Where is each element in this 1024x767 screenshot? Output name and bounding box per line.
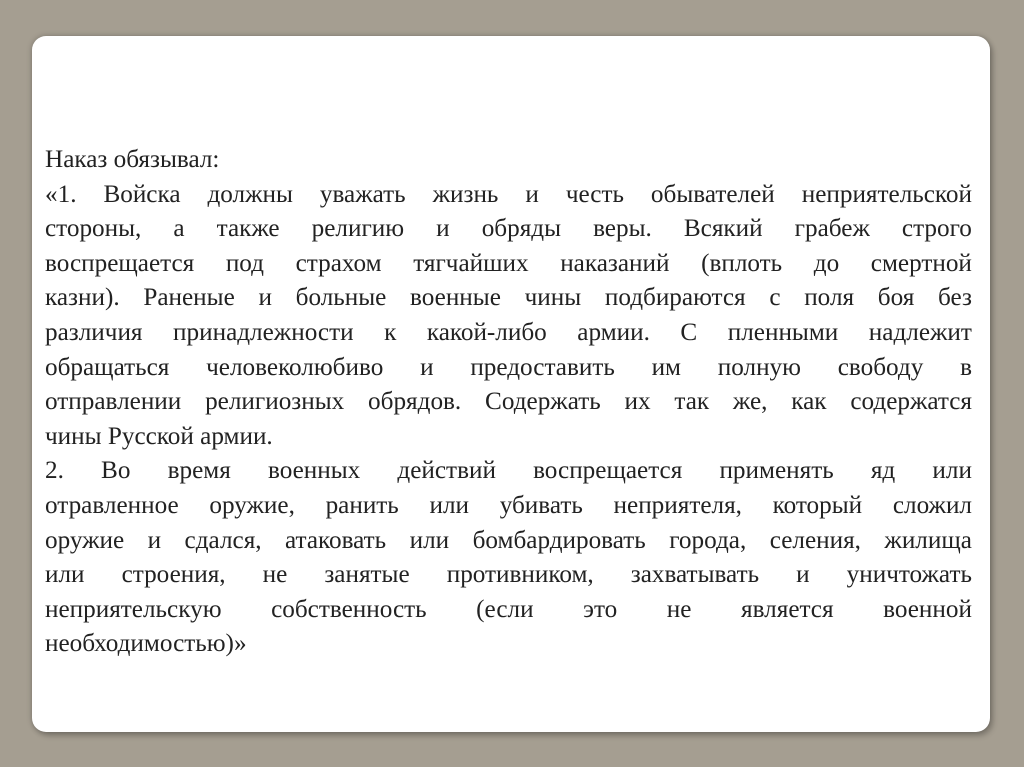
slide-body-text xyxy=(45,143,972,662)
text-word: атаковать xyxy=(285,526,387,554)
text-word: захватывать xyxy=(630,561,760,589)
text-word: подбираются xyxy=(604,284,746,312)
text-word: наказаний xyxy=(560,249,670,277)
text-word: смертной xyxy=(870,249,972,277)
text-word: занятые xyxy=(324,561,410,589)
text-word: это xyxy=(583,595,618,623)
text-word: обывателей xyxy=(650,180,775,208)
text-word: отравленное xyxy=(45,491,179,519)
text-word: а xyxy=(173,215,185,243)
text-word: который xyxy=(772,491,863,519)
text-line xyxy=(45,524,972,559)
text-word: применять xyxy=(719,457,834,485)
text-word: казни). xyxy=(45,284,120,312)
text-word: противником, xyxy=(446,561,594,589)
text-line: необходимостью)» xyxy=(45,630,247,658)
text-line: Наказ обязывал: xyxy=(45,146,220,173)
text-word: также xyxy=(216,215,280,243)
text-word: или xyxy=(409,526,450,554)
text-word: религиозных xyxy=(205,388,345,416)
text-word: содержатся xyxy=(850,388,972,416)
text-word: боя xyxy=(877,284,915,312)
text-word: отправлении xyxy=(45,388,182,416)
text-line xyxy=(45,385,972,420)
text-word: или xyxy=(45,561,85,589)
text-word: же, xyxy=(732,388,768,416)
text-word: так xyxy=(674,388,710,416)
text-line: чины Русской армии. xyxy=(45,422,273,450)
text-word: пленными xyxy=(727,318,839,346)
text-word: обрядов. xyxy=(368,388,462,416)
text-word: неприятеля, xyxy=(613,491,742,519)
text-line xyxy=(45,212,972,247)
text-word: не xyxy=(262,561,288,589)
text-word: жизнь xyxy=(432,180,499,208)
text-word: военных xyxy=(267,457,361,485)
text-word: страхом xyxy=(295,249,382,277)
text-word: человеколюбиво xyxy=(206,353,384,381)
text-word: 2. xyxy=(45,457,64,485)
text-word: без xyxy=(938,284,972,312)
text-word: им xyxy=(651,353,681,381)
text-word: до xyxy=(813,249,840,277)
text-line xyxy=(45,558,972,593)
text-line xyxy=(45,489,972,524)
text-word: уважать xyxy=(319,180,406,208)
text-word: селения, xyxy=(769,526,861,554)
text-word: собственность xyxy=(271,595,427,623)
text-line xyxy=(45,454,972,489)
text-word: сложил xyxy=(892,491,972,519)
text-word: неприятельской xyxy=(801,180,972,208)
text-word: не xyxy=(666,595,692,623)
text-word: (если xyxy=(476,595,534,623)
text-word: воспрещается xyxy=(533,457,683,485)
text-word: неприятельскую xyxy=(45,595,222,623)
text-word: и xyxy=(436,215,450,243)
text-line xyxy=(45,281,972,316)
text-line xyxy=(45,178,972,213)
text-word: или xyxy=(932,457,972,485)
text-word: под xyxy=(225,249,264,277)
text-word: принадлежности xyxy=(173,318,354,346)
text-word: в xyxy=(960,353,972,381)
text-word: жилища xyxy=(884,526,972,554)
text-line xyxy=(45,351,972,386)
text-line xyxy=(45,593,972,628)
text-word: строго xyxy=(901,215,972,243)
text-word: какой-либо xyxy=(426,318,547,346)
text-word: тягчайших xyxy=(413,249,529,277)
text-word: сдался, xyxy=(184,526,262,554)
text-word: является xyxy=(741,595,834,623)
text-word: свободу xyxy=(837,353,924,381)
text-word: и xyxy=(525,180,539,208)
text-word: Раненые xyxy=(143,284,235,312)
text-word: и xyxy=(420,353,434,381)
text-word: чины xyxy=(524,284,582,312)
text-word: армии. xyxy=(577,318,650,346)
text-word: различия xyxy=(45,318,143,346)
text-word: города, xyxy=(669,526,747,554)
text-word: к xyxy=(384,318,397,346)
text-line xyxy=(45,247,972,282)
text-word: обряды xyxy=(481,215,562,243)
text-word: Во xyxy=(101,457,131,485)
text-word: их xyxy=(624,388,651,416)
text-word: бомбардировать xyxy=(472,526,646,554)
text-word: воспрещается xyxy=(45,249,195,277)
text-word: и xyxy=(796,561,810,589)
text-word: оружие xyxy=(45,526,125,554)
text-word: полную xyxy=(717,353,801,381)
text-word: действий xyxy=(397,457,496,485)
text-word: предоставить xyxy=(470,353,615,381)
text-word: убивать xyxy=(499,491,583,519)
text-word: с xyxy=(769,284,781,312)
text-word: больные xyxy=(295,284,387,312)
text-word: военной xyxy=(883,595,972,623)
text-word: ранить xyxy=(325,491,399,519)
text-word: грабеж xyxy=(794,215,870,243)
text-word: веры. xyxy=(593,215,652,243)
text-word: военные xyxy=(410,284,501,312)
text-word: религию xyxy=(311,215,405,243)
text-word: Всякий xyxy=(683,215,763,243)
text-word: строения, xyxy=(121,561,226,589)
text-word: и xyxy=(258,284,272,312)
text-word: стороны, xyxy=(45,215,142,243)
text-word: как xyxy=(791,388,827,416)
text-word: оружие, xyxy=(209,491,295,519)
text-word: или xyxy=(429,491,470,519)
text-word: яд xyxy=(870,457,896,485)
text-word: время xyxy=(167,457,231,485)
text-word: С xyxy=(680,318,698,346)
text-word: должны xyxy=(207,180,293,208)
text-word: уничтожать xyxy=(846,561,972,589)
text-word: надлежит xyxy=(868,318,972,346)
text-word: поля xyxy=(804,284,855,312)
text-word: и xyxy=(147,526,162,554)
text-line xyxy=(45,316,972,351)
text-word: Содержать xyxy=(485,388,601,416)
text-word: Войска xyxy=(103,180,181,208)
text-word: (вплоть xyxy=(701,249,783,277)
text-word: «1. xyxy=(45,180,77,208)
text-word: обращаться xyxy=(45,353,170,381)
text-word: честь xyxy=(565,180,624,208)
